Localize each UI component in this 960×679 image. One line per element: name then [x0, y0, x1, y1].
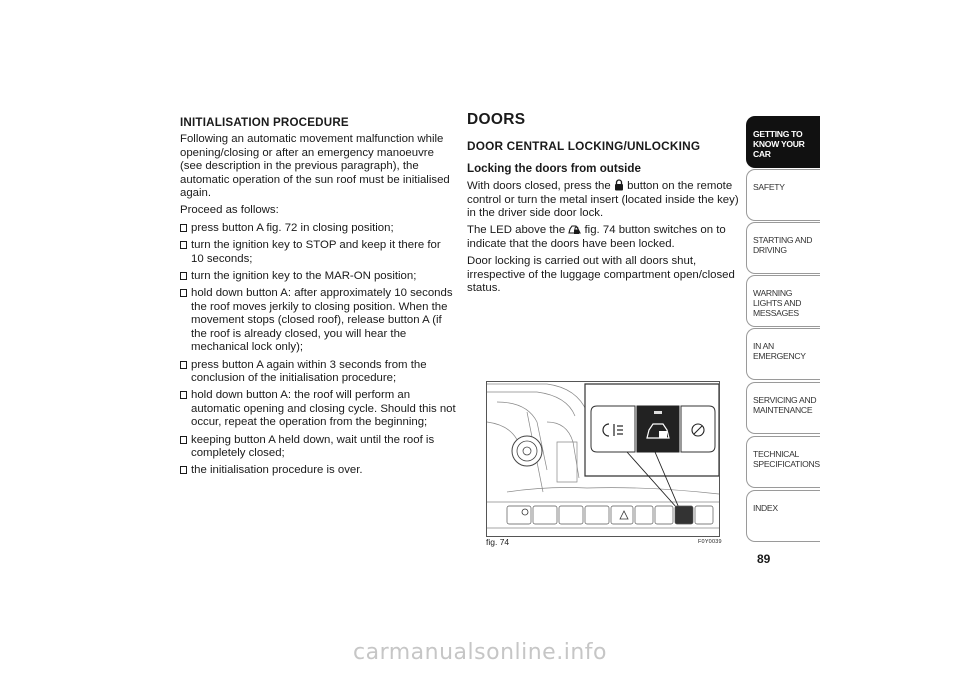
tab-technical[interactable]: TECHNICAL SPECIFICATIONS	[746, 436, 820, 488]
checkbox-bullet-icon	[180, 272, 187, 280]
padlock-icon	[614, 179, 624, 191]
tab-servicing[interactable]: SERVICING AND MAINTENANCE	[746, 382, 820, 434]
list-item: press button A fig. 72 in closing position;	[180, 222, 456, 235]
checkbox-bullet-icon	[180, 361, 187, 369]
checkbox-bullet-icon	[180, 289, 187, 297]
tab-warning-lights[interactable]: WARNING LIGHTS AND MESSAGES	[746, 275, 820, 327]
section-heading: INITIALISATION PROCEDURE	[180, 116, 349, 129]
figure-caption: fig. 74	[486, 537, 510, 547]
tab-index[interactable]: INDEX	[746, 490, 820, 542]
car-lock-icon	[568, 224, 581, 235]
tab-getting-to-know[interactable]: GETTING TO KNOW YOUR CAR	[746, 116, 820, 168]
paragraph-led: The LED above the fig. 74 button switches on to indicate that the doors have been locked.	[467, 224, 726, 250]
list-item: keeping button A held down, wait until the roof is completely closed;	[180, 434, 456, 461]
list-item: hold down button A: after approximately 10 seconds the roof moves jerkily to closing position. When the movement stops (closed roof), release button A (if the roof is already closed, you will hear the mechanical lock only);	[180, 287, 456, 354]
list-item: the initialisation procedure is over.	[180, 464, 456, 477]
left-column	[180, 116, 456, 482]
list-item: hold down button A: the roof will perform an automatic opening and closing cycle. Should this not occur, repeat the operation from the beginning;	[180, 389, 456, 429]
intro-paragraph: Following an automatic movement malfunction while opening/closing or after an emergency manoeuvre (see description in the previous paragraph), the automatic operation of the sun roof must be initialised again.	[180, 133, 450, 200]
paragraph-locking-note: Door locking is carried out with all doors shut, irrespective of the luggage compartment open/closed status.	[467, 255, 735, 295]
right-column	[467, 113, 739, 299]
page-number: 89	[757, 552, 771, 566]
checkbox-bullet-icon	[180, 391, 187, 399]
checkbox-bullet-icon	[180, 436, 187, 444]
central-locking-heading: DOOR CENTRAL LOCKING/UNLOCKING	[467, 139, 701, 154]
list-item: turn the ignition key to STOP and keep it there for 10 seconds;	[180, 239, 456, 266]
checkbox-bullet-icon	[180, 224, 187, 232]
list-item: press button A again within 3 seconds from the conclusion of the initialisation procedure;	[180, 359, 456, 386]
paragraph-press-button: With doors closed, press the button on the remote control or turn the metal insert (located inside the key) in the driver side door lock.	[467, 180, 739, 220]
figure-74	[486, 381, 720, 537]
button-inset	[585, 384, 719, 508]
locking-outside-heading: Locking the doors from outside	[467, 161, 641, 175]
doors-heading: DOORS	[467, 111, 526, 128]
figure-code: F0Y0039	[698, 539, 722, 545]
tab-starting-driving[interactable]: STARTING AND DRIVING	[746, 222, 820, 274]
rotary-knob-icon	[512, 436, 542, 466]
dashboard-illustration	[487, 382, 719, 536]
tab-safety[interactable]: SAFETY	[746, 169, 820, 221]
proceed-text: Proceed as follows:	[180, 204, 279, 217]
list-item: turn the ignition key to the MAR-ON position;	[180, 270, 456, 283]
checkbox-bullet-icon	[180, 241, 187, 249]
watermark: carmanualsonline.info	[353, 640, 607, 665]
tab-emergency[interactable]: IN AN EMERGENCY	[746, 328, 820, 380]
checkbox-bullet-icon	[180, 466, 187, 474]
procedure-steps	[180, 222, 456, 478]
